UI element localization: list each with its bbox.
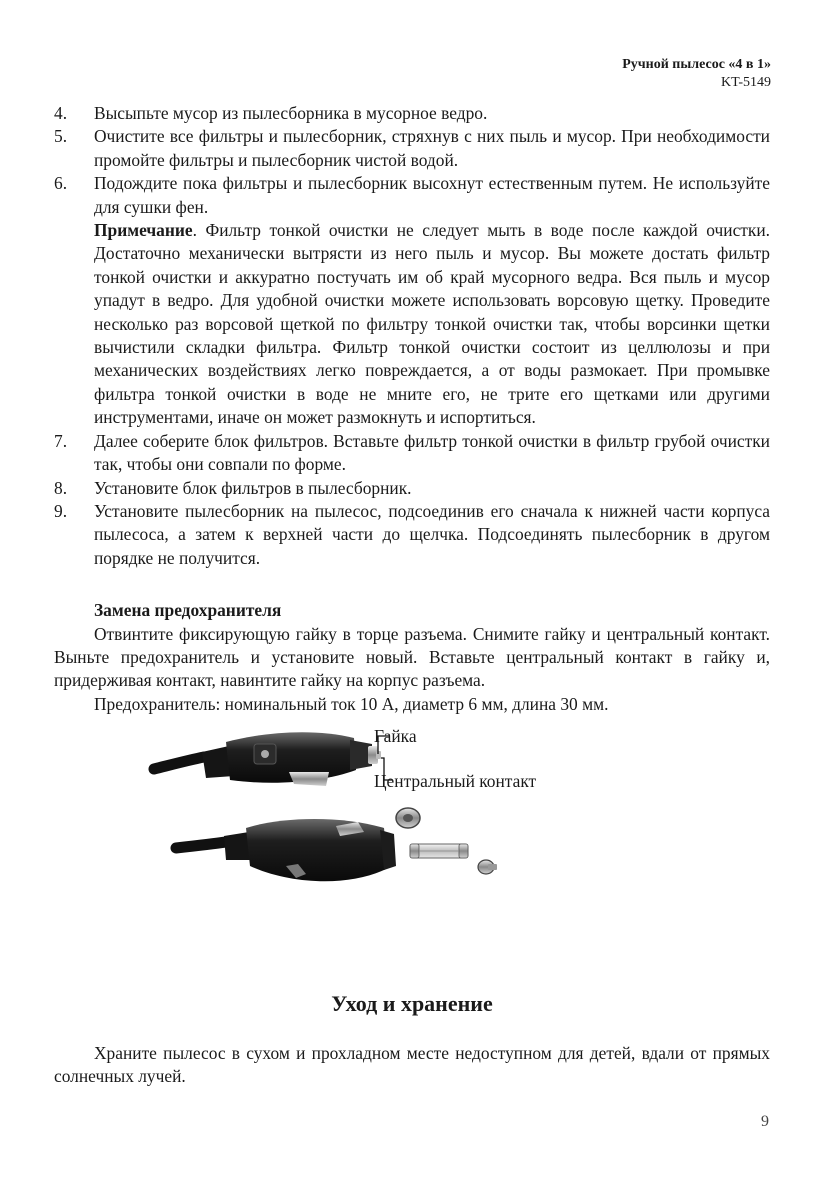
central-contact-part	[478, 860, 497, 874]
note-label: Примечание	[94, 220, 193, 241]
step-number: 8.	[54, 477, 68, 498]
disassembled-plug	[176, 819, 396, 881]
step-number: 5.	[54, 126, 68, 147]
step-text: Установите пылесборник на пылесос, подсоединив его сначала к нижней части корпуса пылесоса, а затем к верхней части до щелчка. Подсоединять пылесборник в другом порядке не получится.	[94, 500, 770, 568]
step-text: Установите блок фильтров в пылесборник.	[94, 477, 412, 498]
steps-list	[54, 102, 770, 570]
step-number: 4.	[54, 103, 68, 123]
header-title: Ручной пылесос «4 в 1»	[622, 57, 771, 72]
note-block	[94, 219, 770, 430]
page-content	[54, 102, 770, 1088]
fuse-part	[410, 844, 468, 858]
fuse-section-title: Замена предохранителя	[94, 600, 282, 621]
list-item	[54, 102, 770, 125]
step-number: 7.	[54, 430, 68, 451]
list-item	[54, 172, 770, 429]
assembled-plug	[154, 732, 381, 786]
fuse-paragraph: Отвинтите фиксирующую гайку в торце разъема. Снимите гайку и центральный контакт. Выньте предохранитель и установите новый. Вставьте центральный контакт в гайку и, придерживая контакт, навинтите гайку на корпус разъема.	[54, 623, 770, 691]
step-text: Высыпьте мусор из пылесборника в мусорное ведро.	[94, 103, 488, 123]
nut-part	[396, 808, 420, 828]
list-item	[54, 430, 770, 477]
list-item	[54, 500, 770, 570]
fuse-figure	[54, 724, 770, 934]
header-model: KT-5149	[720, 75, 771, 90]
care-section-title: Уход и хранение	[331, 991, 493, 1017]
note-text: . Фильтр тонкой очистки не следует мыть в воде после каждой очистки. Достаточно механически вытрясти из него пыль и мусор. Вы можете достать фильтр тонкой очистки и аккуратно постучать им об край мусорного ведра. Вся пыль и мусор упадут в ведро. Для удобной очистки можете использовать ворсовую щетку. Проведите несколько раз ворсовой щеткой по фильтру тонкой очистки так, чтобы ворсинки щетки вычистили складки фильтра. Фильтр тонкой очистки состоит из целлюлозы и при механических воздействиях легко повреждается, а от воды размокает. При промывке фильтра тонкой очистки в воде не мните его, не трите его щетками или другими инструментами, иначе он может размокнуть и испортиться.	[94, 220, 770, 428]
page-header	[622, 56, 771, 91]
fuse-spec: Предохранитель: номинальный ток 10 А, диаметр 6 мм, длина 30 мм.	[94, 693, 609, 714]
page-number: 9	[761, 1113, 769, 1130]
label-central-contact: Центральный контакт	[374, 771, 537, 792]
step-number: 6.	[54, 173, 68, 194]
step-number: 9.	[54, 500, 68, 521]
step-text: Далее соберите блок фильтров. Вставьте фильтр тонкой очистки в фильтр грубой очистки так, чтобы они совпали по форме.	[94, 430, 770, 475]
list-item	[54, 125, 770, 172]
label-nut: Гайка	[374, 726, 417, 747]
step-text: Подождите пока фильтры и пылесборник высохнут естественным путем. Не используйте для сушки фен.	[94, 173, 770, 217]
step-text: Очистите все фильтры и пылесборник, стряхнув с них пыль и мусор. При необходимости промойте фильтры и пылесборник чистой водой.	[94, 126, 770, 170]
list-item	[54, 477, 770, 500]
car-plug-illustration	[54, 724, 770, 934]
care-paragraph: Храните пылесос в сухом и прохладном месте недоступном для детей, вдали от прямых солнечных лучей.	[54, 1042, 770, 1086]
